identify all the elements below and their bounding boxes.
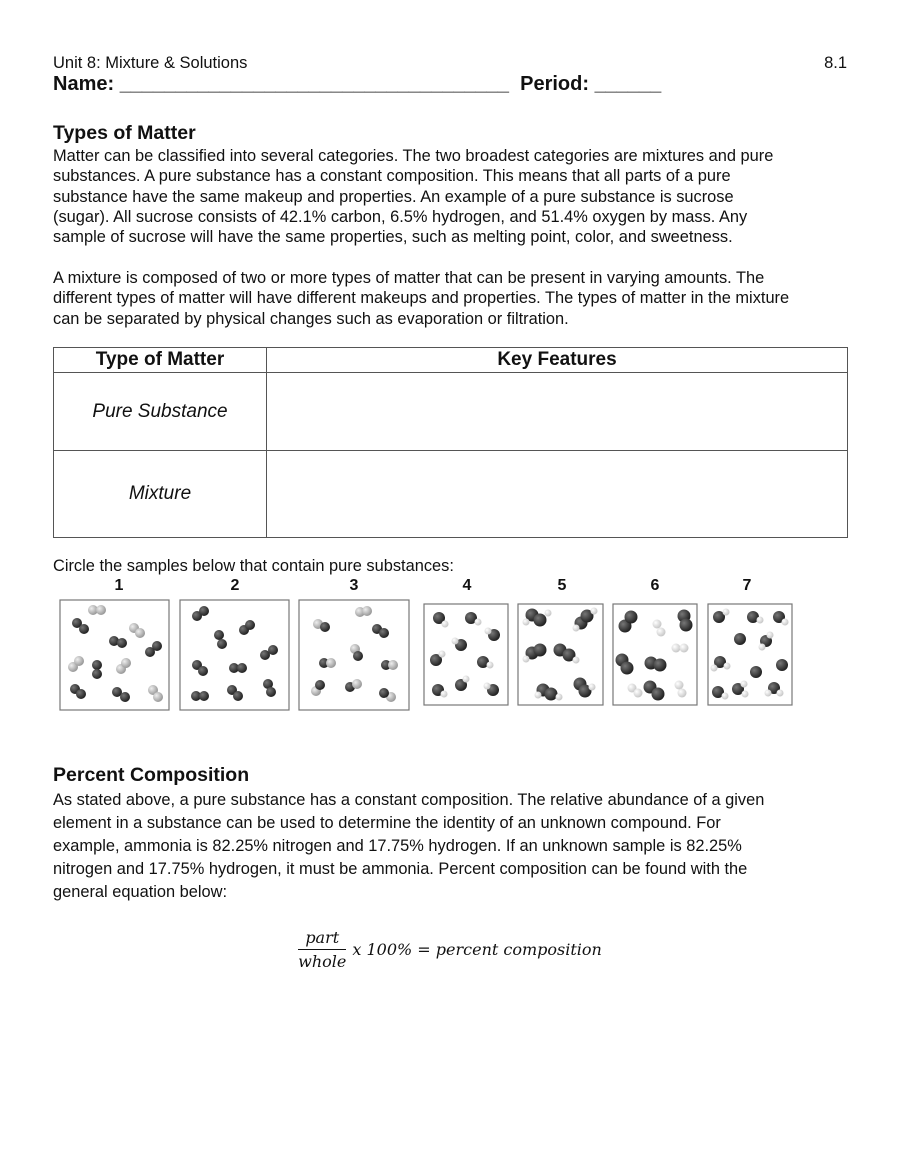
equation-denominator: whole <box>298 952 347 971</box>
samples-instruction: Circle the samples below that contain pure substances: <box>53 557 454 575</box>
sample-label: 7 <box>742 577 752 594</box>
sample-label: 5 <box>557 577 567 594</box>
paragraph-line: general equation below: <box>53 883 228 901</box>
percent-composition-equation <box>0 928 900 971</box>
paragraph-line: example, ammonia is 82.25% nitrogen and 17.75% hydrogen. If an unknown sample is 82.25% <box>53 837 742 855</box>
paragraph-line: substances. A pure substance has a constant composition. This means that all parts of a pure <box>53 167 731 186</box>
sample-box-4[interactable] <box>424 604 508 705</box>
types-paragraph-2 <box>53 268 853 329</box>
sample-label: 1 <box>114 577 124 594</box>
sample-box-7[interactable] <box>708 604 792 705</box>
sample-box-1[interactable] <box>60 600 169 710</box>
features-cell-mixture[interactable] <box>267 451 848 538</box>
equation-numerator: part <box>298 928 346 950</box>
sample-label: 4 <box>462 577 472 594</box>
table-row <box>54 451 848 538</box>
samples-figure <box>0 595 900 720</box>
row-type-pure: Pure Substance <box>54 373 267 451</box>
sample-box-5[interactable] <box>518 604 603 705</box>
matter-table <box>53 347 848 538</box>
paragraph-line: can be separated by physical changes such as evaporation or filtration. <box>53 309 569 328</box>
equation-rest: x 100% = percent composition <box>352 940 602 959</box>
table-header-row <box>54 348 848 373</box>
paragraph-line: (sugar). All sucrose consists of 42.1% carbon, 6.5% hydrogen, and 51.4% oxygen by mass. Any <box>53 207 748 226</box>
paragraph-line: A mixture is composed of two or more types of matter that can be present in varying amounts. The <box>53 269 765 287</box>
table-row <box>54 373 848 451</box>
col-header-type: Type of Matter <box>54 348 267 373</box>
features-cell-pure[interactable] <box>267 373 848 451</box>
percent-composition-paragraph <box>53 789 853 904</box>
paragraph-line: substance have the same makeup and properties. An example of a pure substance is sucrose <box>53 187 734 206</box>
sample-label: 3 <box>349 577 359 594</box>
paragraph-line: Matter can be classified into several categories. The two broadest categories are mixtures and pure <box>53 147 774 165</box>
paragraph-line: sample of sucrose will have the same properties, such as melting point, color, and sweetness. <box>53 228 733 247</box>
equation-fraction <box>298 928 346 971</box>
paragraph-line: element in a substance can be used to determine the identity of an unknown compound. For <box>53 814 721 832</box>
unit-title: Unit 8: Mixture & Solutions <box>53 54 248 72</box>
page-number: 8.1 <box>824 54 847 72</box>
sample-label: 6 <box>650 577 660 594</box>
paragraph-line: different types of matter will have different makeups and properties. The types of matter in the mixture <box>53 289 790 308</box>
sample-box-3[interactable] <box>299 600 409 710</box>
sample-label: 2 <box>230 577 240 594</box>
sample-box-6[interactable] <box>613 604 697 705</box>
row-type-mixture: Mixture <box>54 451 267 538</box>
types-paragraph-1 <box>53 146 853 247</box>
paragraph-line: As stated above, a pure substance has a constant composition. The relative abundance of a given <box>53 791 765 809</box>
name-period-line: Name: ___________________________________ Period: ______ <box>53 73 662 95</box>
sample-box-2[interactable] <box>180 600 289 710</box>
col-header-features: Key Features <box>267 348 848 373</box>
percent-composition-heading: Percent Composition <box>53 764 250 786</box>
types-of-matter-heading: Types of Matter <box>53 122 196 144</box>
paragraph-line: nitrogen and 17.75% hydrogen, it must be ammonia. Percent composition can be found with the <box>53 860 748 878</box>
